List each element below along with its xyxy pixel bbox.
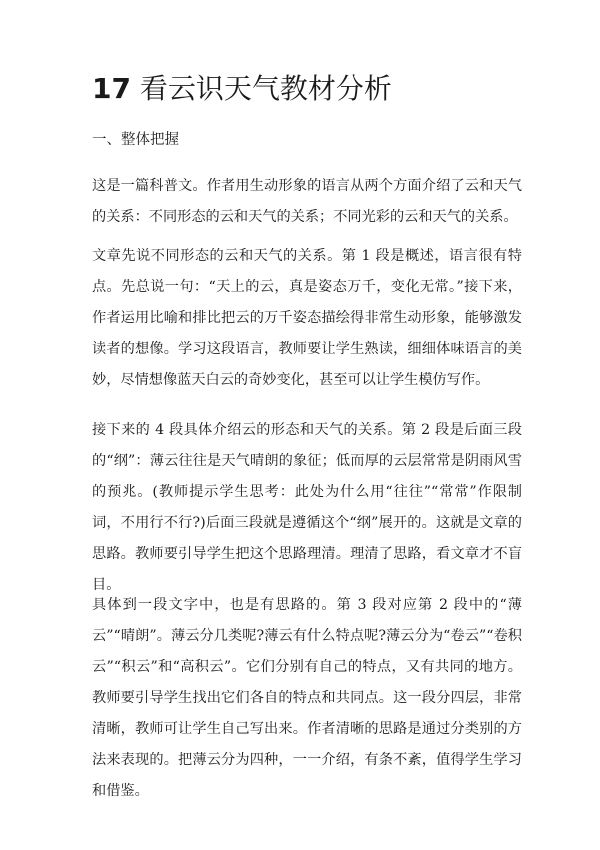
paragraph-2: 文章先说不同形态的云和天气的关系。第 1 段是概述，语言很有特点。先总说一句：“天上的云，真是姿态万千，变化无常。”接下来，作者运用比喻和排比把云的万千姿态描绘得非常生动形象，能够激发读者的想像。学习这段语言，教师要让学生熟读，细细体味语言的美妙，尽情想像蓝天白云的奇妙变化，甚至可以让学生模仿写作。 [92, 248, 522, 388]
paragraph-4: 具体到一段文字中，也是有思路的。第 3 段对应第 2 段中的“薄云”“晴朗”。薄云分几类呢?薄云有什么特点呢?薄云分为“卷云”“卷积云”“积云”和“高积云”。它们分别有自己的特点，又有共同的地方。教师要引导学生找出它们各自的特点和共同点。这一段分四层，非常清晰，教师可让学生自己写出来。作者清晰的思路是通过分类别的方法来表现的。把薄云分为四种，一一介绍，有条不紊，值得学生学习和借鉴。 [92, 597, 522, 799]
paragraph-1: 这是一篇科普文。作者用生动形象的语言从两个方面介绍了云和天气的关系：不同形态的云和天气的关系；不同光彩的云和天气的关系。 [92, 178, 522, 225]
title-number: 17 [92, 72, 131, 105]
title-text: 看云识天气教材分析 [139, 72, 392, 105]
section-heading: 一、整体把握 [92, 132, 179, 148]
document-title [92, 72, 392, 106]
paragraph-3: 接下来的 4 段具体介绍云的形态和天气的关系。第 2 段是后面三段的“纲”：薄云往往是天气晴朗的象征；低而厚的云层常常是阴雨风雪的预兆。(教师提示学生思考：此处为什么用“往往”“常常”作限制词，不用行不行?)后面三段就是遵循这个“纲”展开的。这就是文章的思路。教师要引导学生把这个思路理清。理清了思路，看文章才不盲目。 [92, 422, 522, 593]
